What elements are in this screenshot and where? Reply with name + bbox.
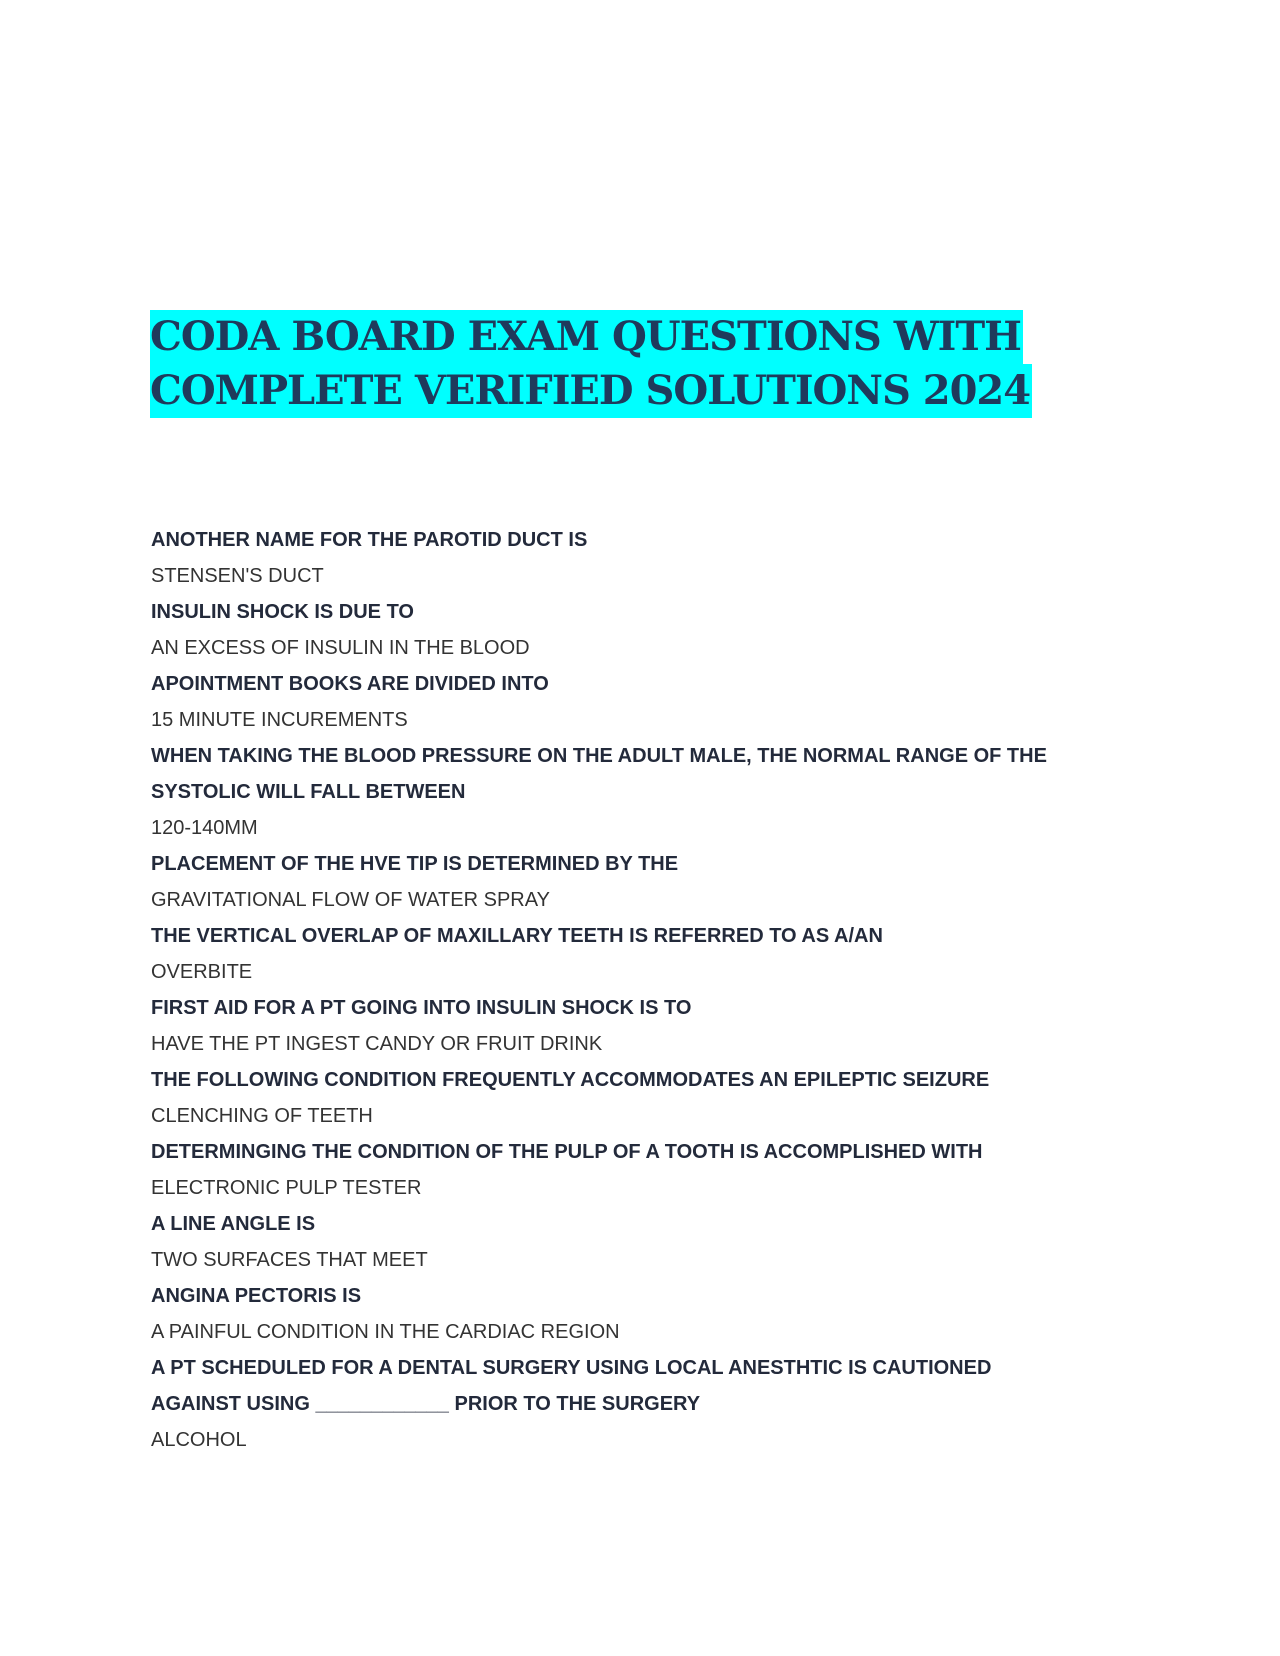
question-text: AGAINST USING ____________ PRIOR TO THE SURGERY [151, 1393, 701, 1415]
question-text: A PT SCHEDULED FOR A DENTAL SURGERY USING LOCAL ANESTHTIC IS CAUTIONED [151, 1357, 992, 1379]
answer-text: A PAINFUL CONDITION IN THE CARDIAC REGION [151, 1321, 620, 1343]
answer-text: 15 MINUTE INCUREMENTS [151, 709, 408, 731]
question-text: ANOTHER NAME FOR THE PAROTID DUCT IS [151, 529, 588, 551]
question-text: APOINTMENT BOOKS ARE DIVIDED INTO [151, 673, 549, 695]
question-text: A LINE ANGLE IS [151, 1213, 316, 1235]
question-text: SYSTOLIC WILL FALL BETWEEN [151, 781, 466, 803]
title-line: CODA BOARD EXAM QUESTIONS WITH [150, 310, 1023, 364]
answer-text: ELECTRONIC PULP TESTER [151, 1177, 422, 1199]
document-title [150, 310, 1150, 418]
question-text: INSULIN SHOCK IS DUE TO [151, 601, 414, 623]
title-line: COMPLETE VERIFIED SOLUTIONS 2024 [150, 364, 1032, 418]
answer-text: 120-140MM [151, 817, 258, 839]
answer-text: TWO SURFACES THAT MEET [151, 1249, 428, 1271]
question-text: PLACEMENT OF THE HVE TIP IS DETERMINED BY THE [151, 853, 679, 875]
answer-text: STENSEN'S DUCT [151, 565, 324, 587]
question-text: DETERMINGING THE CONDITION OF THE PULP OF A TOOTH IS ACCOMPLISHED WITH [151, 1141, 983, 1163]
question-text: WHEN TAKING THE BLOOD PRESSURE ON THE ADULT MALE, THE NORMAL RANGE OF THE [151, 745, 1047, 767]
answer-text: ALCOHOL [151, 1429, 247, 1451]
question-text: FIRST AID FOR A PT GOING INTO INSULIN SHOCK IS TO [151, 997, 692, 1019]
answer-text: AN EXCESS OF INSULIN IN THE BLOOD [151, 637, 530, 659]
question-text: THE FOLLOWING CONDITION FREQUENTLY ACCOMMODATES AN EPILEPTIC SEIZURE [151, 1069, 990, 1091]
answer-text: CLENCHING OF TEETH [151, 1105, 373, 1127]
question-text: THE VERTICAL OVERLAP OF MAXILLARY TEETH IS REFERRED TO AS A/AN [151, 925, 883, 947]
answer-text: GRAVITATIONAL FLOW OF WATER SPRAY [151, 889, 550, 911]
answer-text: OVERBITE [151, 961, 253, 983]
question-text: ANGINA PECTORIS IS [151, 1285, 362, 1307]
answer-text: HAVE THE PT INGEST CANDY OR FRUIT DRINK [151, 1033, 603, 1055]
question-answer-list [151, 522, 1151, 1458]
